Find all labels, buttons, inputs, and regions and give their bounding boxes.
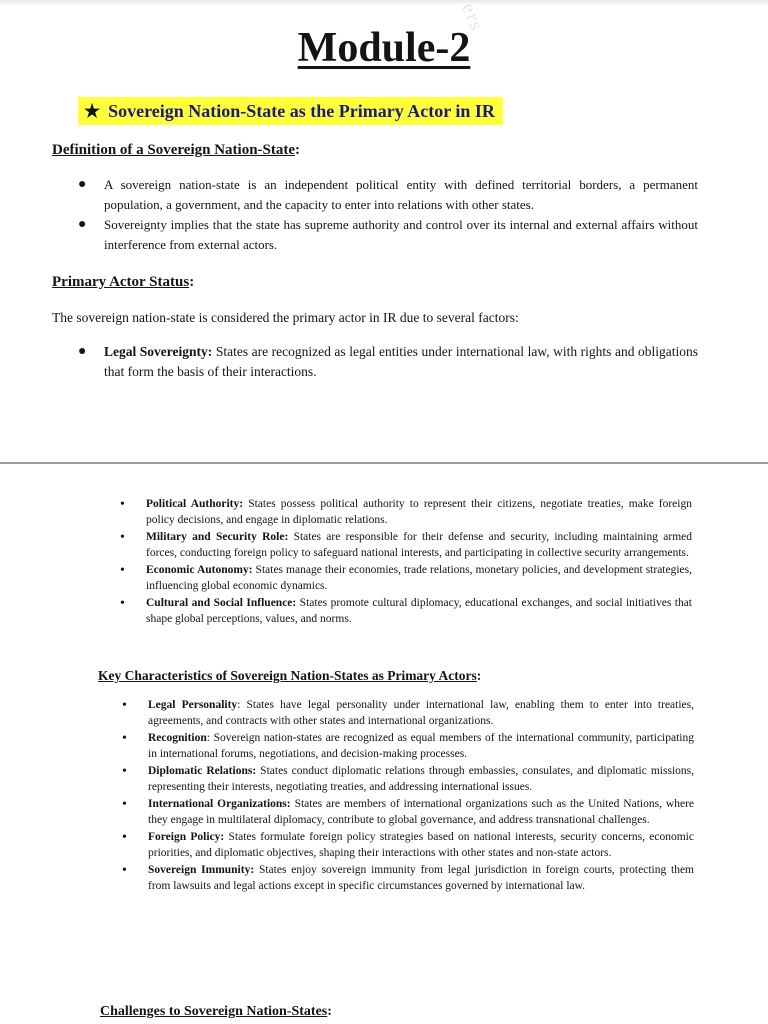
bullet-icon: •	[122, 797, 127, 812]
challenges-heading-text: Challenges to Sovereign Nation-States	[100, 1004, 328, 1019]
list-item-text: States enjoy sovereign immunity from legal jurisdiction in foreign courts, protecting them from lawsuits and legal actions except in specific circumstances governed by international law.	[148, 864, 694, 892]
list-item-term: Recognition	[148, 732, 207, 744]
bullet-icon: •	[122, 731, 127, 746]
list-item-text: States are members of international organizations such as the United Nations, where they engage in multilateral diplomacy, contribute to global governance, and address transnational challenges.	[148, 798, 695, 826]
list-item-term: Foreign Policy:	[148, 831, 225, 843]
primary-actor-intro: The sovereign nation-state is considered the primary actor in IR due to several factors:	[52, 310, 519, 325]
module-title	[0, 22, 768, 74]
definition-heading-suffix: :	[295, 142, 301, 158]
definition-heading-text: Definition of a Sovereign Nation-State	[52, 142, 296, 158]
list-item-term: Political Authority:	[146, 498, 244, 510]
list-item-term: Legal Personality	[148, 699, 238, 711]
key-characteristics-heading-text: Key Characteristics of Sovereign Nation-States as Primary Actors	[98, 668, 477, 683]
topic-heading	[78, 97, 503, 125]
list-item	[122, 830, 694, 861]
list-item-text: : States have legal personality under international law, enabling them to enter into treaties, agreements, and contracts with other states and international organizations.	[148, 699, 695, 727]
bullet-icon: •	[120, 497, 125, 512]
list-item-text: States manage their economies, trade relations, monetary policies, and development strategies, influencing global economic dynamics.	[146, 564, 692, 592]
list-item-term: Military and Security Role:	[146, 531, 289, 543]
primary-actor-heading	[52, 272, 194, 292]
bullet-icon: •	[120, 530, 125, 545]
bullet-icon: •	[120, 563, 125, 578]
bullet-icon: ●	[78, 217, 87, 232]
primary-actor-heading-text: Primary Actor Status	[52, 274, 190, 290]
challenges-heading	[100, 1002, 332, 1022]
bullet-icon: •	[120, 596, 125, 611]
list-item	[78, 342, 698, 382]
watermark: ers	[457, 0, 489, 36]
list-item-text: States are responsible for their defense and security, including maintaining armed forces, conducting foreign policy to safeguard national interests, and participating in collective security arrangements.	[146, 531, 692, 559]
bullet-icon: •	[122, 830, 127, 845]
list-item	[122, 764, 694, 795]
list-item-term: International Organizations:	[148, 798, 291, 810]
list-item-term: Diplomatic Relations:	[148, 765, 257, 777]
list-item-term: Cultural and Social Influence:	[146, 597, 297, 609]
bullet-icon: ●	[78, 177, 87, 192]
list-item-text: States formulate foreign policy strategies based on national interests, security concerns, economic priorities, and diplomatic objectives, shaping their interactions with other states and non-state actors.	[148, 831, 694, 859]
definition-list	[78, 175, 698, 255]
list-item-text: States conduct diplomatic relations through embassies, consulates, and diplomatic missions, representing their interests, negotiating treaties, and addressing international issues.	[148, 765, 694, 793]
key-characteristics-heading	[98, 666, 481, 686]
list-item-text: : Sovereign nation-states are recognized as equal members of the international community, participating in international forums, negotiations, and decision-making processes.	[148, 732, 694, 760]
topic-heading-text: Sovereign Nation-State as the Primary Actor in IR	[108, 101, 495, 121]
list-item-term: Sovereign Immunity:	[148, 864, 255, 876]
list-item	[120, 530, 692, 561]
bullet-icon: •	[122, 698, 127, 713]
list-item-text: States possess political authority to represent their citizens, negotiate treaties, make foreign policy decisions, and engage in diplomatic relations.	[146, 498, 692, 526]
list-item	[120, 596, 692, 627]
factors-list	[120, 497, 692, 629]
key-characteristics-list	[122, 698, 694, 896]
challenges-heading-suffix: :	[327, 1004, 332, 1019]
list-item-term: Economic Autonomy:	[146, 564, 253, 576]
list-item-text: A sovereign nation-state is an independent political entity with defined territorial borders, a permanent population, a government, and the capacity to enter into relations with other states.	[104, 177, 698, 212]
definition-heading	[52, 140, 300, 160]
previous-page-edge	[0, 0, 768, 6]
primary-actor-heading-suffix: :	[189, 274, 195, 290]
list-item	[120, 563, 692, 594]
star-icon: ★	[84, 101, 101, 121]
list-item-term: Legal Sovereignty:	[104, 344, 213, 359]
primary-actor-list	[78, 342, 698, 382]
bullet-icon: ●	[78, 344, 87, 359]
list-item-text: States are recognized as legal entities under international law, with rights and obligations that form the basis of their interactions.	[104, 344, 698, 379]
list-item	[78, 175, 698, 215]
list-item	[78, 215, 698, 255]
list-item	[122, 698, 694, 729]
page-divider	[0, 462, 768, 464]
list-item	[122, 797, 694, 828]
list-item	[122, 731, 694, 762]
bullet-icon: •	[122, 863, 127, 878]
key-characteristics-heading-suffix: :	[476, 668, 482, 683]
module-title-text: Module-2	[297, 25, 471, 71]
list-item	[120, 497, 692, 528]
list-item-text: States promote cultural diplomacy, educational exchanges, and social initiatives that shape global perceptions, values, and norms.	[146, 597, 692, 625]
list-item-text: Sovereignty implies that the state has supreme authority and control over its internal and external affairs without interference from external actors.	[104, 217, 698, 252]
list-item	[122, 863, 694, 894]
bullet-icon: •	[122, 764, 127, 779]
